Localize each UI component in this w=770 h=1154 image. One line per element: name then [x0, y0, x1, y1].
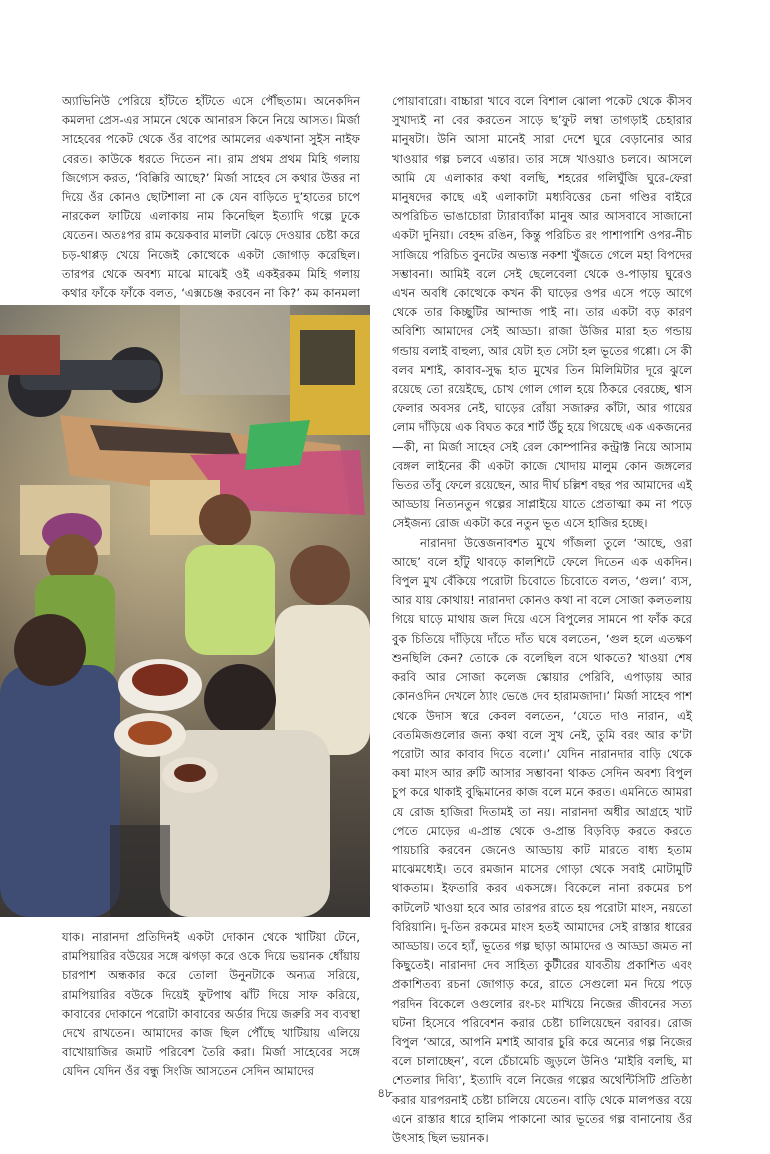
page-number: ৪৮ [377, 1086, 393, 1100]
paragraph: অ্যাভিনিউ পেরিয়ে হাঁটতে হাঁটতে এসে পৌঁছতাম। অনেকদিন কমলদা প্রেস-এর সামনে থেকে আনারস কিনে নিয়ে আসত। মির্জা সাহেবের পকেট থেকে ওঁর বাপের আমলের একখানা সুইস নাইফ বেরত। কাউকে ধরতে দিতেন না। রাম প্রথম প্রথম মিহি গলায় জিগ্যেস করত, ‘বিক্কিরি আছে?’ মির্জা সাহেব সে কথার উত্তর না দিয়ে ওঁর কোনও ছোটশালা না কে যেন বাড়িতে দু’হাতের চাপে নারকেল ফাটিয়ে এলাকায় নাম কিনেছিল ইত্যাদি গল্পে ঢুকে যেতেন। অতঃপর রাম কয়েকবার মালটা ঝেড়ে দেওয়ার চেষ্টা করে চড়-থাপ্পড় খেয়ে নিজেই কোত্থেকে একটা জোগাড় করেছিল। তারপর থেকে অবশ্য মাঝে মাঝেই ওই একইরকম মিহি গলায় কথার ফাঁকে ফাঁকে বলত, ‘এক্সচেঞ্জ করবেন না কি?’ কম কানমলা [62, 94, 360, 301]
paragraph: যাক। নারানদা প্রতিদিনই একটা দোকান থেকে খাটিয়া টেনে, রামপিয়ারির বউয়ের সঙ্গে ঝগড়া করে ওকে দিয়ে ভয়ানক ধোঁয়ায় চারপাশ অন্ধকার করে তোলা উনুনটাকে অন্যত্র সরিয়ে, রামপিয়ারির বউকে দিয়েই ফুটপাথ ঝাঁট দিয়ে সাফ করিয়ে, কাবাবের দোকানে পরোটা কাবাবের অর্ডার দিয়ে জরুরি সব ব্যবস্থা দেখে রাখতেন। আমাদের কাজ ছিল পৌঁছে খাটিয়ায় এলিয়ে বাখোয়াজির জমাট পরিবেশ তৈরি করা। মির্জা সাহেবের সঙ্গে যেদিন যেদিন ওঁর বন্ধু সিংজি আসতেন সেদিন আমাদের [62, 930, 360, 1079]
text-column-left-bottom [62, 928, 360, 1082]
text-column-left-top [62, 92, 360, 322]
text-column-right [392, 92, 692, 1148]
street-food-photo [0, 305, 370, 917]
paragraph: পোয়াবারো। বাচ্চারা খাবে বলে বিশাল ঝোলা পকেট থেকে কীসব সুখাদ্যই না বের করতেন সাড়ে ছ’ফুট লম্বা তাগড়াই চেহারার মানুষটা। উনি আসা মানেই সারা দেশে ঘুরে বেড়ানোর আর খাওয়ার গল্প চলবে এন্তার। তার সঙ্গে খাওয়াও চলবে। আসলে আমি যে এলাকার কথা বলছি, শহরের গলিঘুঁজি ঘুরে-ফেরা মানুষদের কাছে এই এলাকাটা মধ্যবিত্তের চেনা গণ্ডির বাইরে অপরিচিত ভাঙাচোরা ট্যারাব্যাঁকা মানুষ আর আসবাবে সাজানো একটা দুনিয়া। বেহদ্দ রঙিন, কিন্তু পরিচিত রং পাশাপাশি ওপর-নীচ সাজিয়ে পরিচিত বুনটের অভ্যস্ত নকশা খুঁজতে গেলে মহা বিপদের সম্ভাবনা। আমিই বলে সেই ছেলেবেলা থেকে ও-পাড়ায় ঘুরেও এখন অবধি কোত্থেকে কখন কী ঘাড়ের ওপর এসে পড়ে আগে থেকে তার কিচ্ছুটির আন্দাজ পাই না। তার একটা বড় কারণ অবিশ্যি আমাদের সেই আড্ডা। রাজা উজির মারা হত গন্ডায় গন্ডায় বলাই বাহুল্য, আর যেটা হত সেটা হল ভূতের গপ্পো। সে কী বলব মশাই, কাবাব-সুদ্ধ হাত মুখের তিন মিলিমিটার দূরে ঝুলে রয়েছে তো রয়েইছে, চোখ গোল গোল হয়ে ঠিকরে বেরচ্ছে, শ্বাস ফেলার অবসর নেই, ঘাড়ের রোঁয়া সজারুর কাঁটা, আর গায়ের লোম দাঁড়িয়ে এক বিঘত করে শার্ট উঁচু হয়ে গিয়েছে এক একজনের—কী, না মির্জা সাহেব সেই রেল কোম্পানির কন্ট্রাক্ট নিয়ে আসাম বেঙ্গল লাইনের কী একটা কাজে খোদায় মালুম কোন জঙ্গলের ভিতর তাঁবু ফেলে রয়েছেন, আর দীর্ঘ চল্লিশ বছর পর আমাদের এই আড্ডায় নিত্যনতুন গল্পের সাপ্লাইয়ে যাতে প্রেতাত্মা কম না পড়ে সেইজন্য রোজ একটা করে নতুন ভূত এসে হাজির হচ্ছে। [392, 94, 692, 531]
paragraph: নারানদা উত্তেজনাবশত মুখে গাঁজলা তুলে ‘আছে, ওরা আছে’ বলে হাঁটু থাবড়ে কালশিটে ফেলে দিতেন এক একদিন। বিপুল মুখ বেঁকিয়ে পরোটা চিবোতে চিবোতে বলত, ‘গুল।’ ব্যস, আর যায় কোথায়! নারানদা কোনও কথা না বলে সোজা কলতলায় গিয়ে ঘাড়ে মাথায় জল দিয়ে এসে বিপুলের সামনে পা ফাঁক করে বুক চিতিয়ে দাঁড়িয়ে দাঁতে দাঁত ঘষে বলতেন, ‘গুল হলে এতক্ষণ শুনছিলি কেন? তোকে কে বলেছিল বসে থাকতে? খাওয়া শেষ করবি আর সোজা কলেজ স্কোয়ার পেরিবি, এপাড়ায় আর কোনওদিন দেখলে ঠ্যাং ভেঙে দেব হারামজাদা।’ মির্জা সাহেব পাশ থেকে উদাস স্বরে কেবল বলতেন, ‘যেতে দাও নারান, এই বেতমিজগুলোর জন্য কথা বলে সুখ নেই, তুমি বরং আর ক’টা পরোটা আর কাবাব দিতে বলো।’ যেদিন নারানদার বাড়ি থেকে কষা মাংস আর রুটি আসার সম্ভাবনা থাকত সেদিন অবশ্য বিপুল চুপ করে থাকাই বুদ্ধিমানের কাজ বলে মনে করত। এমনিতে আমরা যে রোজ হাজিরা দিতামই তা নয়। নারানদা অধীর আগ্রহে খাট পেতে মোড়ের এ-প্রান্ত থেকে ও-প্রান্ত বিড়বিড় করতে করতে পায়চারি করবেন জেনেও আড্ডায় কাট মারতে বাধ্য হতাম মাঝেমধ্যেই। তবে রমজান মাসের গোড়া থেকে সবাই মোটামুটি থাকতাম। ইফতারি করব একসঙ্গে। বিকেলে নানা রকমের চপ কাটলেট খাওয়া হবে আর তারপর রাতে হয় পরোটা মাংস, নয়তো বিরিয়ানি। দু-তিন রকমের মাংস হতই আমাদের সেই রাস্তার ধারের আড্ডায়। তবে হ্যাঁ, ভূতের গল্প ছাড়া আমাদের ও আড্ডা জমত না কিছুতেই। নারানদা দেব সাহিত্য কুটীরের যাবতীয় প্রকাশিত এবং প্রকাশিতব্য রচনা জোগাড় করে, রাতে সেগুলো মন দিয়ে পড়ে পরদিন বিকেলে ওগুলোর রং-চং মাখিয়ে নিজের জীবনের সত্য ঘটনা হিসেবে পরিবেশন করার চেষ্টা চালিয়েছেন বরাবর। রোজ বিপুল ‘আরে, আপনি মশাই আবার চুরি করে অন্যের গল্প নিজের বলে চালাচ্ছেন’, বলে চেঁচামেচি জুড়লে উনিও ‘মাইরি বলছি, মা শেতলার দিব্যি’, ইত্যাদি বলে নিজের গল্পের অথেন্টিসিটি প্রতিষ্ঠা করার যারপরনাই চেষ্টা চালিয়ে যেতেন। বাড়ি থেকে মালপত্তর বয়ে এনে রাস্তার ধারে হালিম পাকানো আর ভূতের গল্প বানানোয় ওঁর উৎসাহ ছিল ভয়ানক। [392, 535, 692, 1145]
photo-illustration [0, 305, 370, 917]
